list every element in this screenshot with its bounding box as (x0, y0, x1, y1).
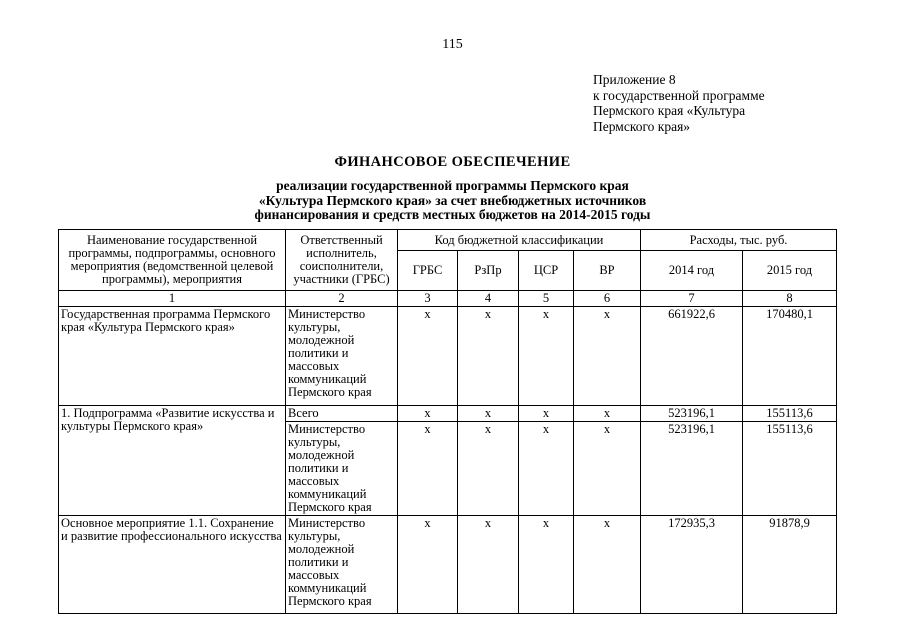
cell-rzpr: х (458, 406, 519, 422)
cell-2014-value: 661922,6 (641, 307, 743, 406)
cell-csr: х (519, 516, 574, 614)
cell-2015-value: 155113,6 (743, 406, 837, 422)
col-number-2: 2 (286, 291, 398, 307)
header-budget-class: Код бюджетной классификации (398, 230, 641, 251)
cell-2015-value: 155113,6 (743, 422, 837, 516)
cell-grbs: х (398, 516, 458, 614)
table-row (59, 307, 837, 406)
page-number: 115 (442, 37, 463, 52)
cell-executor: Министерство культуры, молодежной политики и массовых коммуникаций Пермского края (286, 307, 398, 406)
header-expenses: Расходы, тыс. руб. (641, 230, 837, 251)
annex-line-3: Пермского края «Культура (593, 103, 746, 118)
cell-rzpr: х (458, 307, 519, 406)
table-row (59, 406, 837, 422)
header-csr: ЦСР (519, 251, 574, 291)
cell-subprogram-name: 1. Подпрограмма «Развитие искусства и культуры Пермского края» (59, 406, 286, 516)
col-number-4: 4 (458, 291, 519, 307)
cell-rzpr: х (458, 516, 519, 614)
table-row (59, 516, 837, 614)
cell-2015-value: 170480,1 (743, 307, 837, 406)
annex-line-1: Приложение 8 (593, 72, 676, 87)
doc-subtitle-line-2: «Культура Пермского края» за счет внебюджетных источников (258, 192, 647, 208)
doc-title: ФИНАНСОВОЕ ОБЕСПЕЧЕНИЕ (334, 154, 571, 170)
cell-2014-value: 523196,1 (641, 422, 743, 516)
cell-executor-total: Всего (286, 406, 398, 422)
cell-2014-value: 172935,3 (641, 516, 743, 614)
cell-executor: Министерство культуры, молодежной политики и массовых коммуникаций Пермского края (286, 422, 398, 516)
finance-table (58, 229, 837, 614)
cell-vr: х (574, 406, 641, 422)
header-row-main (59, 230, 837, 251)
cell-grbs: х (398, 307, 458, 406)
doc-subtitle-line-3: финансирования и средств местных бюджетов на 2014-2015 годы (254, 207, 651, 222)
header-executor: Ответственный исполнитель, соисполнители, участники (ГРБС) (286, 230, 398, 291)
col-number-8: 8 (743, 291, 837, 307)
cell-executor: Министерство культуры, молодежной политики и массовых коммуникаций Пермского края (286, 516, 398, 614)
header-2014: 2014 год (641, 251, 743, 291)
column-numbers-row (59, 291, 837, 307)
cell-csr: х (519, 406, 574, 422)
cell-grbs: х (398, 422, 458, 516)
doc-subtitle-line-1: реализации государственной программы Пермского края (276, 178, 629, 193)
annex-line-4: Пермского края» (593, 118, 691, 134)
header-vr: ВР (574, 251, 641, 291)
header-rzpr: РзПр (458, 251, 519, 291)
cell-2015-value: 91878,9 (743, 516, 837, 614)
cell-vr: х (574, 307, 641, 406)
header-2015: 2015 год (743, 251, 837, 291)
col-number-5: 5 (519, 291, 574, 307)
annex-block (593, 72, 765, 134)
doc-subtitle (0, 179, 905, 223)
cell-measure-name: Основное мероприятие 1.1. Сохранение и развитие профессионального искусства (59, 516, 286, 614)
cell-csr: х (519, 422, 574, 516)
cell-csr: х (519, 307, 574, 406)
cell-2014-value: 523196,1 (641, 406, 743, 422)
col-number-1: 1 (59, 291, 286, 307)
col-number-6: 6 (574, 291, 641, 307)
header-name: Наименование государственной программы, подпрограммы, основного мероприятия (ведомственной целевой программы), мероприятия (59, 230, 286, 291)
annex-line-2: к государственной программе (593, 87, 765, 103)
cell-grbs: х (398, 406, 458, 422)
cell-program-name: Государственная программа Пермского края «Культура Пермского края» (59, 307, 286, 406)
cell-vr: х (574, 422, 641, 516)
cell-rzpr: х (458, 422, 519, 516)
col-number-7: 7 (641, 291, 743, 307)
header-grbs: ГРБС (398, 251, 458, 291)
col-number-3: 3 (398, 291, 458, 307)
cell-vr: х (574, 516, 641, 614)
